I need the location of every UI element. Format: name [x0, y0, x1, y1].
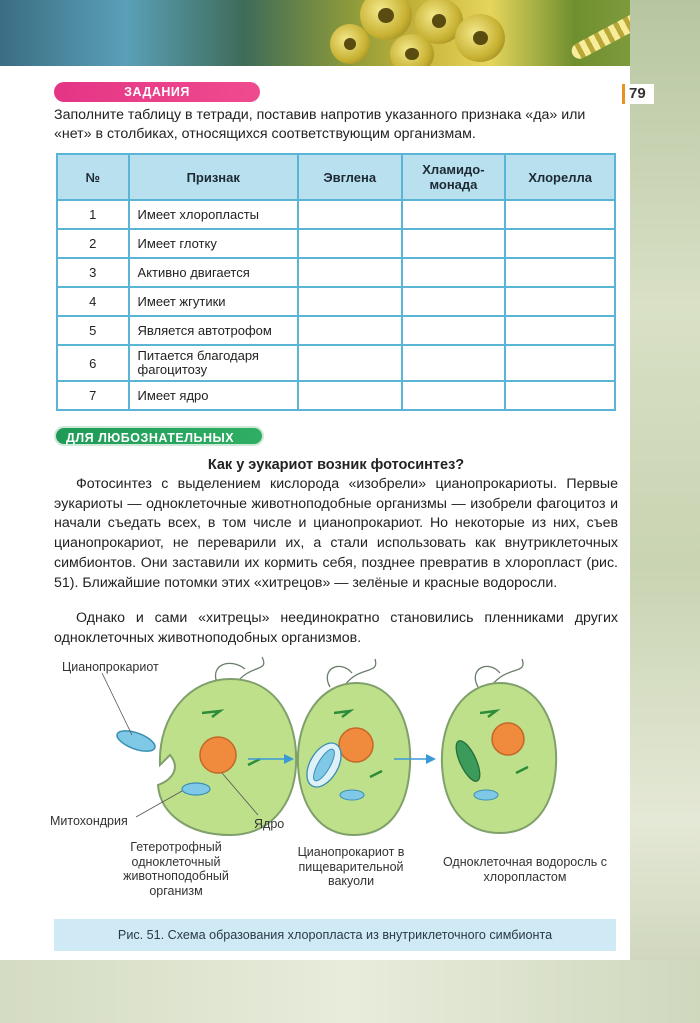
header-sign: Признак	[129, 154, 298, 200]
answer-cell	[402, 258, 506, 287]
label-nucleus: Ядро	[254, 817, 285, 831]
answer-cell	[505, 316, 615, 345]
row-sign: Питается благодаря фагоцитозу	[129, 345, 298, 381]
cell-alga	[442, 659, 556, 833]
table-header-row	[57, 154, 615, 200]
answer-cell	[298, 200, 402, 229]
label-stage-3: Одноклеточная водоросль с хлоропластом	[442, 855, 607, 884]
answer-cell	[298, 345, 402, 381]
row-number: 3	[57, 258, 129, 287]
table-row	[57, 258, 615, 287]
algae-cell-image	[390, 34, 434, 66]
algae-cell-image	[455, 14, 505, 62]
row-sign: Имеет ядро	[129, 381, 298, 410]
figure-caption: Рис. 51. Схема образования хлоропласта из внутриклеточного симбионта	[54, 919, 616, 951]
table-row	[57, 287, 615, 316]
page-number: 79	[622, 84, 654, 104]
cyanoprokaryote	[114, 727, 157, 756]
row-number: 2	[57, 229, 129, 258]
flagellum	[492, 659, 523, 685]
paragraph-2: Однако и сами «хитрецы» неединократно становились пленниками других одноклеточных животноподобных организмов.	[54, 610, 618, 646]
header-euglena: Эвглена	[298, 154, 402, 200]
row-number: 7	[57, 381, 129, 410]
table-row	[57, 229, 615, 258]
table-row	[57, 381, 615, 410]
answer-cell	[402, 381, 506, 410]
header-chlamydomonas: Хламидо-монада	[402, 154, 506, 200]
leaf-background-bottom	[0, 960, 700, 1023]
answer-cell	[298, 229, 402, 258]
label-cyanoprokaryote: Цианопрокариот	[62, 660, 159, 674]
row-sign: Является автотрофом	[129, 316, 298, 345]
answer-cell	[298, 381, 402, 410]
mitochondrion	[340, 790, 364, 800]
table-row	[57, 316, 615, 345]
header-number: №	[57, 154, 129, 200]
leaf-background	[630, 0, 700, 1023]
answer-cell	[402, 345, 506, 381]
mitochondrion	[182, 783, 210, 795]
top-decorative-banner	[0, 0, 700, 66]
tasks-badge: ЗАДАНИЯ	[54, 82, 260, 102]
paragraph-1: Фотосинтез с выделением кислорода «изобрели» цианопрокариоты. Первые эукариоты — одноклеточные животноподобные организмы — изобрели фагоцитоз и начали съедать всех, в том числе и цианопрокариот. Но некоторые из них, съев цианопрокариот, не переварили их, а стали использовать как внутриклеточных симбионтов. Они заставили их кормить себя, позднее превратив в хлоропласт (рис. 51). Ближайшие потомки этих «хитрецов» — зелёные и красные водоросли.	[54, 476, 618, 591]
row-sign: Имеет хлоропласты	[129, 200, 298, 229]
answer-cell	[505, 229, 615, 258]
answer-cell	[402, 316, 506, 345]
answer-cell	[505, 345, 615, 381]
answer-cell	[402, 229, 506, 258]
answer-cell	[402, 200, 506, 229]
row-sign: Активно двигается	[129, 258, 298, 287]
curious-badge: ДЛЯ ЛЮБОЗНАТЕЛЬНЫХ	[54, 426, 264, 446]
cell-with-vacuole	[298, 659, 410, 835]
cell-heterotroph	[114, 657, 296, 835]
table-row	[57, 345, 615, 381]
row-sign: Имеет жгутики	[129, 287, 298, 316]
row-number: 5	[57, 316, 129, 345]
answer-cell	[298, 258, 402, 287]
row-sign: Имеет глотку	[129, 229, 298, 258]
section-heading: Как у эукариот возник фотосинтез?	[207, 457, 465, 473]
answer-cell	[505, 381, 615, 410]
nucleus	[200, 737, 236, 773]
task-instruction: Заполните таблицу в тетради, поставив напротив указанного признака «да» или «нет» в столбиках, относящихся соответствующим организмам.	[54, 107, 586, 142]
answer-cell	[402, 287, 506, 316]
algae-cell-image	[330, 24, 370, 64]
answer-cell	[505, 200, 615, 229]
mitochondrion	[474, 790, 498, 800]
row-number: 6	[57, 345, 129, 381]
flagellum	[345, 659, 376, 685]
label-mitochondrion: Митохондрия	[50, 814, 128, 828]
figure-51	[40, 655, 630, 925]
answer-cell	[298, 316, 402, 345]
leader-line	[102, 673, 132, 735]
answer-cell	[505, 258, 615, 287]
header-chlorella: Хлорелла	[505, 154, 615, 200]
nucleus	[339, 728, 373, 762]
label-stage-2: Цианопрокариот в пищеварительной вакуоли	[297, 845, 405, 888]
answer-cell	[505, 287, 615, 316]
nucleus	[492, 723, 524, 755]
label-stage-1: Гетеротрофный одноклеточный животноподобный организм	[123, 840, 229, 898]
row-number: 4	[57, 287, 129, 316]
row-number: 1	[57, 200, 129, 229]
traits-table	[56, 153, 616, 411]
table-row	[57, 200, 615, 229]
answer-cell	[298, 287, 402, 316]
